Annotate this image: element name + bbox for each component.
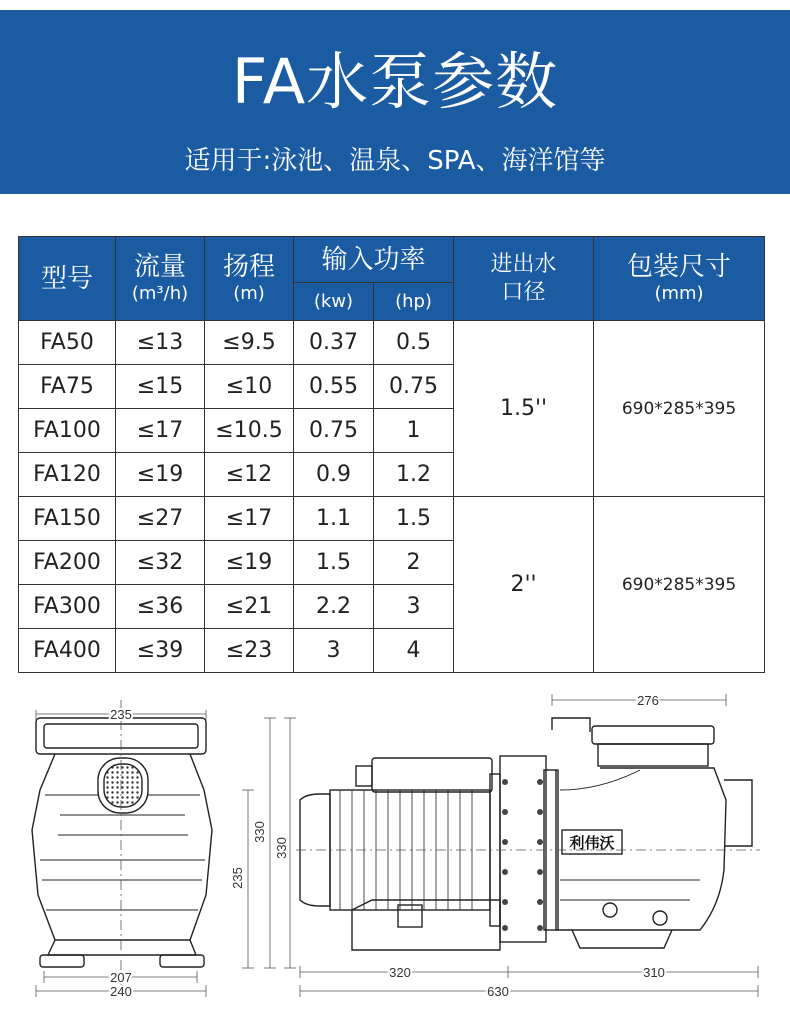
model-cell: FA50 — [19, 321, 116, 365]
side-view-bolts — [502, 779, 543, 931]
hp-cell: 0.5 — [374, 321, 454, 365]
spec-table — [18, 236, 765, 673]
model-cell: FA150 — [19, 497, 116, 541]
head-cell: ≤10 — [205, 365, 294, 409]
side-view-drawing — [300, 718, 752, 950]
flow-cell: ≤13 — [116, 321, 205, 365]
header-head: 扬程 (m) — [205, 237, 294, 321]
dim-motor-length: 320 — [389, 965, 411, 980]
hp-cell: 0.75 — [374, 365, 454, 409]
front-view-drawing — [32, 718, 212, 967]
head-cell: ≤17 — [205, 497, 294, 541]
kw-cell: 0.75 — [294, 409, 374, 453]
kw-cell: 1.1 — [294, 497, 374, 541]
flow-cell: ≤36 — [116, 585, 205, 629]
model-cell: FA100 — [19, 409, 116, 453]
flow-cell: ≤19 — [116, 453, 205, 497]
hp-cell: 4 — [374, 629, 454, 673]
dimension-drawings — [0, 686, 790, 1006]
head-cell: ≤19 — [205, 541, 294, 585]
head-cell: ≤12 — [205, 453, 294, 497]
dim-pump-length: 310 — [643, 965, 665, 980]
flow-cell: ≤39 — [116, 629, 205, 673]
dim-front-base-outer: 240 — [110, 984, 132, 999]
side-view-dimensions — [284, 694, 760, 997]
page-subtitle: 适用于:泳池、温泉、SPA、海洋馆等 — [184, 146, 606, 176]
table-row — [19, 497, 765, 541]
kw-cell: 0.9 — [294, 453, 374, 497]
flow-cell: ≤27 — [116, 497, 205, 541]
port-size-cell: 2'' — [454, 497, 594, 673]
hp-cell: 1.5 — [374, 497, 454, 541]
pack-size-cell: 690*285*395 — [594, 321, 765, 497]
head-cell: ≤23 — [205, 629, 294, 673]
model-cell: FA200 — [19, 541, 116, 585]
head-cell: ≤10.5 — [205, 409, 294, 453]
pump-brand-label: 利伟沃 — [569, 835, 615, 852]
hp-cell: 3 — [374, 585, 454, 629]
flow-cell: ≤15 — [116, 365, 205, 409]
kw-cell: 3 — [294, 629, 374, 673]
dim-total-length: 630 — [487, 984, 509, 999]
header-port: 进出水 口径 — [454, 237, 594, 321]
header-model: 型号 — [19, 237, 116, 321]
kw-cell: 0.37 — [294, 321, 374, 365]
hp-cell: 1.2 — [374, 453, 454, 497]
hp-cell: 2 — [374, 541, 454, 585]
flow-cell: ≤32 — [116, 541, 205, 585]
dim-front-base-inner: 207 — [110, 970, 132, 985]
header-kw: (kw) — [294, 283, 374, 321]
hp-cell: 1 — [374, 409, 454, 453]
model-cell: FA120 — [19, 453, 116, 497]
pack-size-cell: 690*285*395 — [594, 497, 765, 673]
model-cell: FA300 — [19, 585, 116, 629]
head-cell: ≤9.5 — [205, 321, 294, 365]
model-cell: FA75 — [19, 365, 116, 409]
kw-cell: 0.55 — [294, 365, 374, 409]
kw-cell: 2.2 — [294, 585, 374, 629]
page-title: FA水泵参数 — [231, 45, 559, 118]
header-power: 输入功率 — [294, 237, 454, 283]
kw-cell: 1.5 — [294, 541, 374, 585]
table-row — [19, 321, 765, 365]
dim-front-height-outer: 330 — [252, 821, 267, 843]
dim-front-height-inner: 235 — [230, 867, 245, 889]
dim-side-top-width: 276 — [637, 693, 659, 708]
header-pack: 包装尺寸 (mm) — [594, 237, 765, 321]
header-flow: 流量 (m³/h) — [116, 237, 205, 321]
head-cell: ≤21 — [205, 585, 294, 629]
flow-cell: ≤17 — [116, 409, 205, 453]
title-banner — [0, 10, 790, 194]
header-hp: (hp) — [374, 283, 454, 321]
dim-front-top-width: 235 — [110, 707, 132, 722]
port-size-cell: 1.5'' — [454, 321, 594, 497]
dim-side-height: 330 — [274, 837, 289, 859]
model-cell: FA400 — [19, 629, 116, 673]
